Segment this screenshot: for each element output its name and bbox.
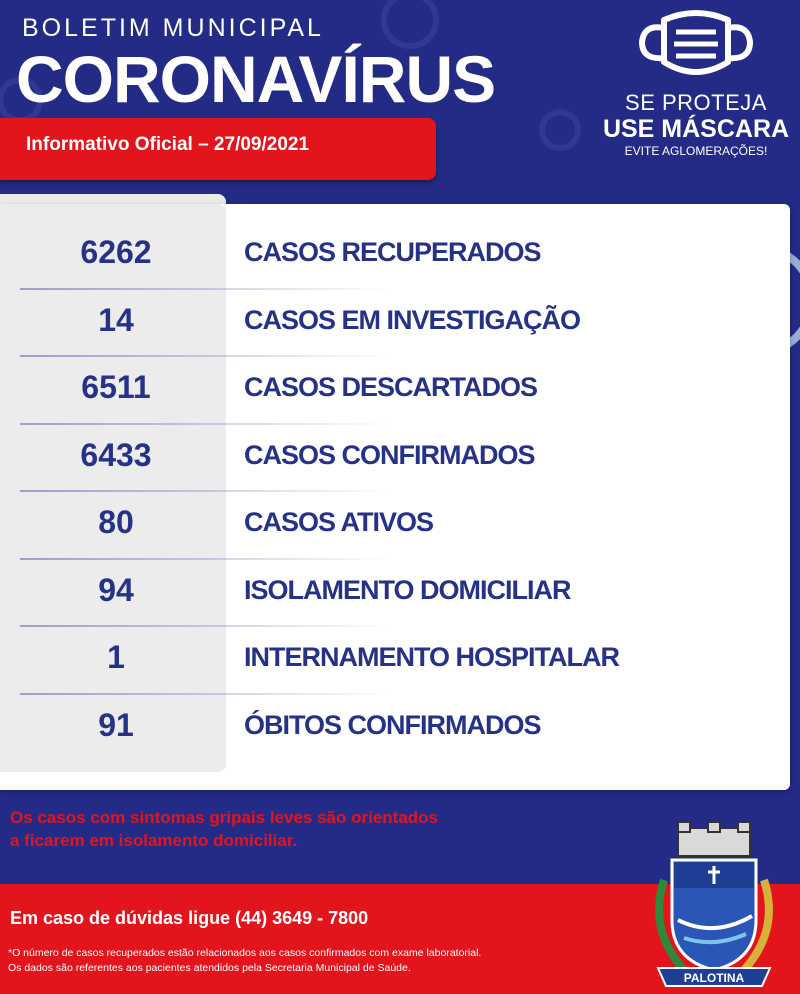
stat-label: CASOS ATIVOS	[244, 507, 434, 537]
stat-row-descartados	[0, 357, 800, 425]
stat-row-recuperados	[0, 222, 800, 290]
stat-row-obitos	[0, 695, 800, 763]
stat-value: 94	[98, 571, 134, 608]
municipal-crest-icon	[644, 820, 784, 990]
info-bar-text: Informativo Oficial – 27/09/2021	[26, 134, 310, 155]
bulletin-kicker: BOLETIM MUNICIPAL	[22, 14, 324, 42]
stat-row-ativos	[0, 492, 800, 560]
isolation-note-line2: a ficarem em isolamento domiciliar.	[10, 831, 298, 850]
stats-list	[0, 222, 800, 762]
mask-badge-line2: USE MÁSCARA	[602, 115, 790, 143]
isolation-note-line1: Os casos com sintomas gripais leves são orientados	[10, 808, 439, 827]
stat-label: INTERNAMENTO HOSPITALAR	[244, 642, 619, 672]
stat-value: 80	[98, 504, 134, 540]
stat-row-confirmados	[0, 425, 800, 493]
contact-phone: Em caso de dúvidas ligue (44) 3649 - 7800	[10, 908, 369, 928]
stat-value: 6511	[81, 369, 151, 405]
footer-fine-print	[8, 946, 628, 976]
stat-value: 91	[98, 706, 134, 743]
stat-label: CASOS CONFIRMADOS	[244, 439, 535, 470]
stat-value: 6433	[80, 436, 152, 473]
stat-label: ISOLAMENTO DOMICILIAR	[244, 574, 571, 605]
stat-value: 6262	[80, 234, 152, 270]
fine-print-line1: *O número de casos recuperados estão relacionados aos casos confirmados com exame laboratorial.	[8, 947, 482, 959]
stat-row-investigacao	[0, 290, 800, 358]
fine-print-line2: Os dados são referentes aos pacientes atendidos pela Secretaria Municipal de Saúde.	[8, 962, 411, 974]
stat-label: CASOS DESCARTADOS	[244, 372, 538, 402]
page-title: CORONAVÍRUS	[16, 42, 496, 116]
mask-badge-line1: SE PROTEJA	[625, 90, 767, 115]
stat-label: CASOS EM INVESTIGAÇÃO	[244, 304, 581, 335]
stat-value: 14	[98, 301, 134, 338]
stat-row-internamento	[0, 627, 800, 695]
stat-value: 1	[107, 639, 125, 675]
crest-banner-text: PALOTINA	[683, 971, 745, 985]
stat-row-isolamento	[0, 560, 800, 628]
stat-label: CASOS RECUPERADOS	[244, 237, 541, 267]
mask-badge-line3: EVITE AGLOMERAÇÕES!	[624, 144, 768, 159]
isolation-note	[10, 806, 570, 852]
info-bar	[0, 118, 436, 180]
mask-badge	[592, 2, 800, 182]
stat-label: ÓBITOS CONFIRMADOS	[244, 709, 541, 740]
face-mask-icon	[634, 2, 758, 88]
